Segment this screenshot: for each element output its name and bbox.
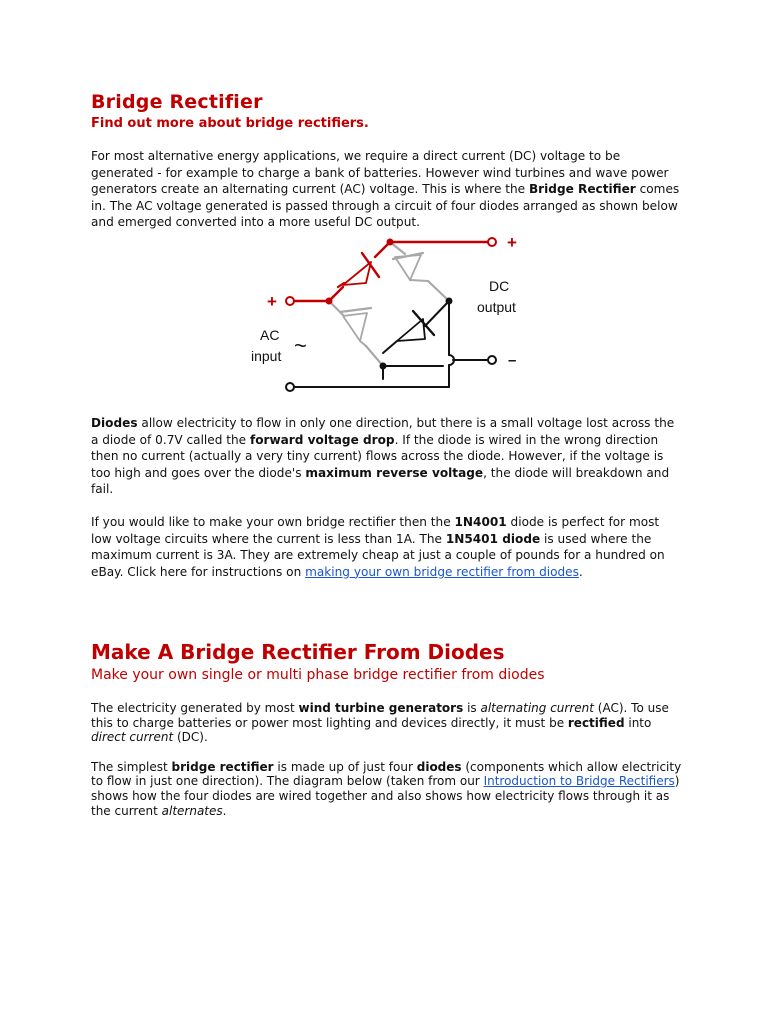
bridge-rectifier-diagram [245, 233, 524, 396]
page-subtitle: Find out more about bridge rectifiers. [91, 116, 369, 131]
label-input: input [251, 348, 282, 364]
label-ac: AC [260, 327, 280, 343]
page-title: Bridge Rectifier [91, 91, 263, 113]
simplest-rectifier-paragraph: The simplest bridge rectifier is made up of just four diodes (components which allow electricity to flow in just one direction). The diagram below (taken from our Introduction to Bridge Rectifiers) shows how the four diodes are wired together and also shows how electricity flows through it as the current alternates. [91, 759, 682, 818]
ac-dc-paragraph: The electricity generated by most wind turbine generators is alternating current (AC). To use this to charge batteries or power most lighting and devices directly, it must be rectified into direct current (DC). [91, 701, 669, 745]
label-tilde: ~ [294, 333, 307, 358]
terminal-dc-negative [488, 356, 496, 364]
intro-bridge-rectifiers-link[interactable]: Introduction to Bridge Rectifiers [483, 774, 675, 789]
label-minus-right: – [508, 352, 517, 369]
section-subtitle: Make your own single or multi phase bridge rectifier from diodes [91, 667, 545, 683]
intro-paragraph: For most alternative energy applications, we require a direct current (DC) voltage to be generated - for example to charge a bank of batteries. However wind turbines and wave power generators create an alternating current (AC) voltage. This is where the Bridge Rectifier comes in. The AC voltage generated is passed through a circuit of four diodes arranged as shown below and emerged converted into a more useful DC output. [91, 149, 680, 230]
label-plus-left: + [267, 292, 277, 311]
section-make-bridge-rectifier [91, 640, 683, 818]
label-dc: DC [489, 278, 510, 294]
label-output: output [477, 299, 516, 315]
bridge-rectifier-circuit-svg [245, 233, 524, 396]
make-own-rectifier-link[interactable]: making your own bridge rectifier from diodes [305, 564, 579, 579]
diodes-paragraph: Diodes allow electricity to flow in only one direction, but there is a small voltage lost across the a diode of 0.7V called the forward voltage drop. If the diode is wired in the wrong direction then no current (actually a very tiny current) flows across the diode. However, if the voltage is too high and goes over the diode's maximum reverse voltage, the diode will breakdown and fail. [91, 415, 675, 497]
terminal-ac-negative [286, 383, 294, 391]
section-title: Make A Bridge Rectifier From Diodes [91, 640, 505, 664]
terminal-ac-positive [286, 297, 294, 305]
make-own-paragraph: If you would like to make your own bridge rectifier then the 1N4001 diode is perfect for most low voltage circuits where the current is less than 1A. The 1N5401 diode is used where the maximum current is 3A. They are extremely cheap at just a couple of pounds for a hundred on eBay. Click here for instructions on making your own bridge rectifier from diodes. [91, 514, 665, 579]
terminal-dc-positive [488, 238, 496, 246]
label-plus-top: + [507, 233, 517, 252]
